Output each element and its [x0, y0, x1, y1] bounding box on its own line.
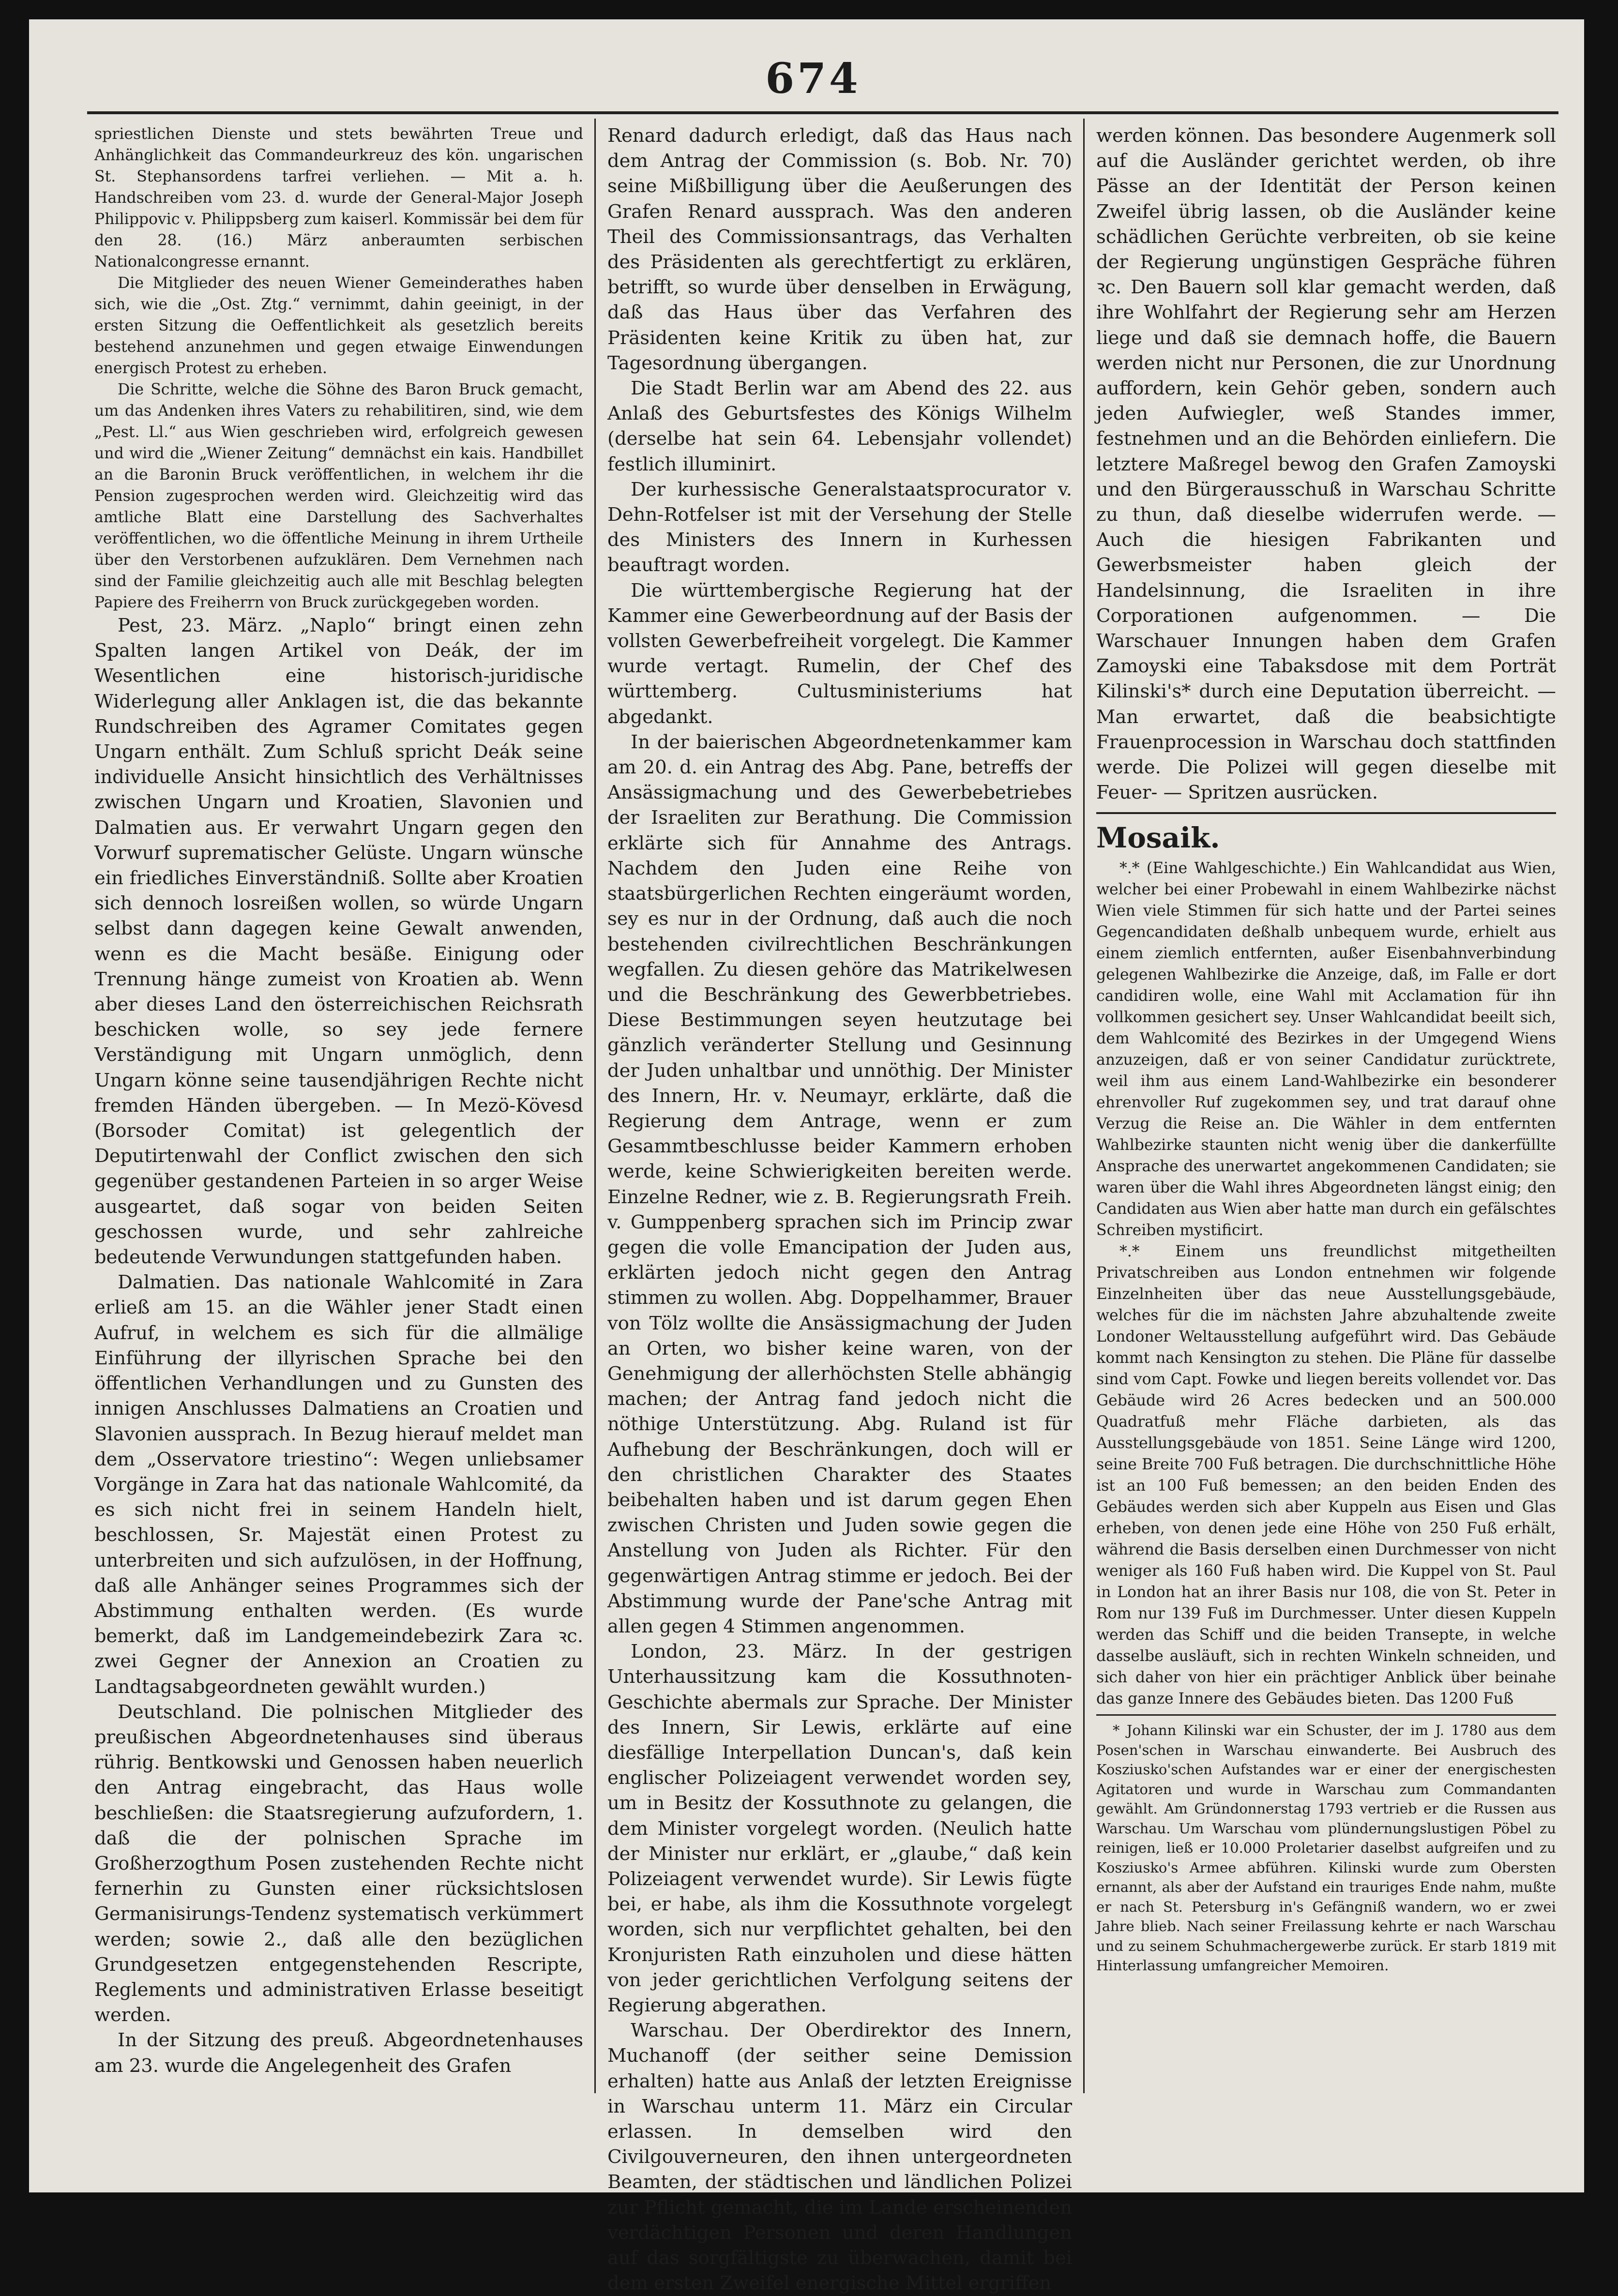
mosaik-heading: Mosaik. — [1096, 821, 1220, 855]
article-paragraph: In der baierischen Abgeordnetenkammer kam am 20. d. ein Antrag des Abg. Pane, betreffs der Ansässigmachung und des Gewerbebetriebes der Israeliten zur Berathung. Die Commission erklärte sich für Annahme des Antrags. Nachdem den Juden eine Reihe von staatsbürgerlichen Rechten eingeräumt worden, sey es nur in der Ordnung, daß auch die noch bestehenden civilrechtlichen Beschränkungen wegfallen. Zu diesen gehöre das Matrikelwesen und die Beschränkung des Gewerbbetriebes. Diese Bestimmungen seyen heutzutage bei gänzlich veränderter Stellung und Gesinnung der Juden unhaltbar und unnöthig. Der Minister des Innern, Hr. v. Neumayr, erklärte, daß die Regierung dem Antrage, wenn er zum Gesammtbeschlusse beider Kammern erhoben werde, keine Schwierigkeiten bereiten werde. Einzelne Redner, wie z. B. Regierungsrath Freih. v. Gumppenberg sprachen sich im Princip zwar gegen die volle Emancipation der Juden aus, erklärten jedoch nicht gegen den Antrag stimmen zu wollen. Abg. Doppelhammer, Brauer von Tölz wollte die Ansässigmachung der Juden an Orten, wo bisher keine waren, von der Genehmigung der allerhöchsten Stelle abhängig machen; der Antrag fand jedoch nicht die nöthige Unterstützung. Abg. Ruland ist für Aufhebung der Beschränkungen, doch will er den christlichen Charakter des Staates beibehalten haben und ist darum gegen Ehen zwischen Christen und Juden sowie gegen die Anstellung von Juden als Richter. Für den gegenwärtigen Antrag stimme er jedoch. Bei der Abstimmung wurde der Pane'sche Antrag mit allen gegen 4 Stimmen angenommen. — [607, 731, 1072, 1637]
article-paragraph-dalmatien: Dalmatien. Das nationale Wahlcomité in Zara erließ am 15. an die Wähler jener Stadt einen Aufruf, in welchem es sich für die allmälige Einführung der illyrischen Sprache bei den öffentlichen Verhandlungen und zu Gunsten des innigen Anschlusses Dalmatiens an Croatien und Slavonien aussprach. In Bezug hierauf meldet man dem „Osservatore triestino“: Wegen unliebsamer Vorgänge in Zara hat das nationale Wahlcomité, da es sich nicht frei in seinem Handeln hielt, beschlossen, Sr. Majestät einen Protest zu unterbreiten und sich aufzulösen, in der Hoffnung, daß alle Anhänger seines Programmes sich der Abstimmung enthalten werden. (Es wurde bemerkt, daß im Landgemeindebezirk Zara ꝛc. zwei Gegner der Annexion an Croatien zu Landtagsabgeordneten gewählt wurden.) — [94, 1271, 583, 1698]
column-3 — [1096, 123, 1556, 2093]
article-paragraph-warschau: Warschau. Der Oberdirektor des Innern, Muchanoff (der seither seine Demission erhalten) hatte aus Anlaß der letzten Ereignisse in Warschau unterm 11. März ein Circular erlassen. In demselben wird den Civilgouverneuren, den ihnen untergeordneten Beamten, der städtischen und ländlichen Polizei zur Pflicht gemacht, die im Lande erscheinenden verdächtigen Personen und deren Handlungen auf das sorgfältigste zu überwachen, damit bei dem ersten Zweifel energische Mittel ergriffen — [607, 2020, 1072, 2295]
mosaik-item: *.* Einem uns freundlichst mitgetheilten Privatschreiben aus London entnehmen wir folgende Einzelnheiten über das neue Ausstellungsgebäude, welches für die im nächsten Jahre abzuhaltende zweite Londoner Weltausstellung aufgeführt wird. Das Gebäude kommt nach Kensington zu stehen. Die Pläne für dasselbe sind vom Capt. Fowke und liegen bereits vollendet vor. Das Gebäude wird 26 Acres bedecken und an 500.000 Quadratfuß mehr Fläche darbieten, als das Ausstellungsgebäude von 1851. Seine Länge wird 1200, seine Breite 700 Fuß betragen. Die durchschnittliche Höhe ist an 100 Fuß bemessen; an den beiden Enden des Gebäudes werden sich aber Kuppeln aus Eisen und Glas erheben, von denen jede eine Höhe von 250 Fuß erhält, während die Basis derselben einen Durchmesser von nicht weniger als 160 Fuß haben wird. Die Kuppel von St. Paul in London hat an ihrer Basis nur 108, die von St. Peter in Rom nur 139 Fuß im Durchmesser. Unter diesen Kuppeln werden das Schiff und die beiden Transepte, in welche dasselbe ausläuft, sich in rechten Winkeln schneiden, und sich daher von hier ein prächtiger Anblick über beinahe das ganze Innere des Gebäudes bieten. Das 1200 Fuß — [1096, 1243, 1556, 1708]
article-paragraph: Der kurhessische Generalstaatsprocurator v. Dehn-Rotfelser ist mit der Versehung der Stelle des Ministers des Innern in Kurhessen beauftragt worden. — [607, 478, 1072, 576]
article-paragraph: Renard dadurch erledigt, daß das Haus nach dem Antrag der Commission (s. Bob. Nr. 70) seine Mißbilligung über die Aeußerungen des Grafen Renard aussprach. Was den anderen Theil des Commissionsantrags, das Verhalten des Präsidenten als gerechtfertigt zu erklären, betrifft, so wurde über denselben in Erwägung, daß das Haus über das Verfahren des Präsidenten keine Kritik zu üben hat, zur Tagesordnung übergangen. — [607, 125, 1072, 374]
top-rule — [87, 111, 1558, 114]
article-paragraph: Die Schritte, welche die Söhne des Baron Bruck gemacht, um das Andenken ihres Vaters zu rehabilitiren, sind, wie dem „Pest. Ll.“ aus Wien geschrieben wird, erfolgreich gewesen und wird die „Wiener Zeitung“ demnächst ein kais. Handbillet an die Baronin Bruck veröffentlichen, in welchem ihr die Pension zugesprochen werden wird. Gleichzeitig wird das amtliche Blatt eine Darstellung des Sachverhaltes veröffentlichen, wo die öffentliche Meinung in ihrem Urtheile über den Verstorbenen aufzuklären. Dem Vernehmen nach sind der Familie gleichzeitig auch alle mit Beschlag belegten Papiere des Freiherrn von Bruck zurückgegeben worden. — [94, 381, 583, 611]
footnote-rule — [1096, 1714, 1556, 1716]
newspaper-page — [29, 19, 1584, 2295]
article-paragraph-pest: Pest, 23. März. „Naplo“ bringt einen zehn Spalten langen Artikel von Deák, der im Wesentlichen eine historisch-juridische Widerlegung aller Anklagen ist, die das bekannte Rundschreiben des Agramer Comitates gegen Ungarn enthält. Zum Schluß spricht Deák seine individuelle Ansicht hinsichtlich des Verhältnisses zwischen Ungarn und Kroatien, Slavonien und Dalmatien aus. Er verwahrt Ungarn gegen den Vorwurf suprematischer Gelüste. Ungarn wünsche ein friedliches Einverständniß. Sollte aber Kroatien sich dennoch losreißen wollen, so würde Ungarn selbst dann dagegen keine Gewalt anwenden, wenn es die Macht besäße. Einigung oder Trennung hänge zumeist von Kroatien ab. Wenn aber dieses Land den österreichischen Reichsrath beschicken wolle, so sey jede fernere Verständigung mit Ungarn unmöglich, denn Ungarn könne seine tausendjährigen Rechte nicht fremden Händen übergeben. — In Mezö-Kövesd (Borsoder Comitat) ist gelegentlich der Deputirtenwahl der Conflict zwischen den sich gegenüber gestandenen Parteien in so arger Weise ausgeartet, daß sogar von beiden Seiten geschossen wurde, und sehr zahlreiche bedeutende Verwundungen stattgefunden haben. — [94, 615, 583, 1269]
mosaik-item: *.* (Eine Wahlgeschichte.) Ein Wahlcandidat aus Wien, welcher bei einer Probewahl in einem Wahlbezirke nächst Wien viele Stimmen für sich hatte und der Partei seines Gegencandidaten deßhalb unbequem wurde, erhielt aus einem ziemlich entfernten, außer Eisenbahnverbindung gelegenen Wahlbezirke die Anzeige, daß, im Falle er dort candidiren wolle, eine Wahl mit Acclamation für ihn vollkommen gesichert sey. Unser Wahlcandidat beeilt sich, dem Wahlcomité des Bezirkes in der Umgegend Wiens anzuzeigen, daß er von seiner Candidatur zurücktrete, weil ihm aus einem Land-Wahlbezirke ein besonderer ehrenvoller Ruf zugekommen sey, und trat darauf ohne Verzug die Reise an. Die Wähler in dem entfernten Wahlbezirke staunten nicht wenig über die dankerfüllte Ansprache des unerwartet angekommenen Candidaten; sie waren über die Wahl ihres Abgeordneten längst einig; den Candidaten aus Wien aber hatte man durch ein gefälschtes Schreiben mystificirt. — [1096, 860, 1556, 1239]
page-number: 674 — [765, 54, 861, 103]
article-paragraph: spriestlichen Dienste und stets bewährten Treue und Anhänglichkeit das Commandeurkreuz des kön. ungarischen St. Stephansordens tarfrei verliehen. — Mit a. h. Handschreiben vom 23. d. wurde der General-Major Joseph Philippovic v. Philippsberg zum kaiserl. Kommissär bei dem für den 28. (16.) März anberaumten serbischen Nationalcongresse ernannt. — [94, 125, 583, 271]
article-paragraph: werden können. Das besondere Augenmerk soll auf die Ausländer gerichtet werden, ob ihre Pässe an der Identität der Person keinen Zweifel übrig lassen, ob die Ausländer keine schädlichen Gerüchte verbreiten, ob sie keine der Regierung ungünstigen Gespräche führen ꝛc. Den Bauern soll klar gemacht werden, daß ihre Wohlfahrt der Regierung sehr am Herzen liege und daß sie demnach hoffe, die Bauern werden nicht nur Personen, die zur Unordnung auffordern, kein Gehör geben, sondern auch jeden Aufwiegler, weß Standes immer, festnehmen und an die Behörden einliefern. Die letztere Maßregel bewog den Grafen Zamoyski und den Bürgerausschuß in Warschau Schritte zu thun, daß dieselbe widerrufen werde. — Auch die hiesigen Fabrikanten und Gewerbsmeister haben gleich der Handelsinnung, die Israeliten in ihre Corporationen aufgenommen. — Die Warschauer Innungen haben dem Grafen Zamoyski eine Tabaksdose mit dem Porträt Kilinski's* durch eine Deputation überreicht. — Man erwartet, daß die beabsichtigte Frauenprocession in Warschau doch stattfinden werde. Die Polizei will gegen dieselbe mit Feuer- — Spritzen ausrücken. — [1096, 125, 1556, 804]
article-paragraph: In der Sitzung des preuß. Abgeordnetenhauses am 23. wurde die Angelegenheit des Grafen — [94, 2029, 583, 2077]
article-paragraph-london: London, 23. März. In der gestrigen Unterhaussitzung kam die Kossuthnoten-Geschichte abermals zur Sprache. Der Minister des Innern, Sir Lewis, erklärte auf eine diesfällige Interpellation Duncan's, daß kein englischer Polizeiagent verwendet worden sey, um in Besitz der Kossuthnote zu gelangen, die dem Minister vorgelegt worden. (Neulich hatte der Minister nur erklärt, er „glaube,“ daß kein Polizeiagent verwendet wurde). Sir Lewis fügte bei, er habe, als ihm die Kossuthnote vorgelegt worden, sich nur verpflichtet gehalten, bei den Kronjuristen Rath einzuholen und diese hätten von jeder gerichtlichen Verfolgung seitens der Regierung abgerathen. — [607, 1641, 1072, 2017]
article-paragraph: Die Stadt Berlin war am Abend des 22. aus Anlaß des Geburtsfestes des Königs Wilhelm (derselbe hat sein 64. Lebensjahr vollendet) festlich illuminirt. — [607, 378, 1072, 475]
column-1 — [94, 123, 583, 2093]
column-2 — [607, 123, 1072, 2295]
article-paragraph: Die Mitglieder des neuen Wiener Gemeinderathes haben sich, wie die „Ost. Ztg.“ vernimmt, dahin geeinigt, in der ersten Sitzung die Oeffentlichkeit als gesetzlich bereits bestehend anzunehmen und gegen etwaige Einwendungen energisch Protest zu erheben. — [94, 274, 583, 377]
article-paragraph: Die württembergische Regierung hat der Kammer eine Gewerbeordnung auf der Basis der vollsten Gewerbefreiheit vorgelegt. Die Kammer wurde vertagt. Rumelin, der Chef des württemberg. Cultusministeriums hat abgedankt. — [607, 579, 1072, 728]
section-rule — [1096, 812, 1556, 814]
article-paragraph-deutschland: Deutschland. Die polnischen Mitglieder des preußischen Abgeordnetenhauses sind überaus rührig. Bentkowski und Genossen haben neuerlich den Antrag eingebracht, das Haus wolle beschließen: die Staatsregierung aufzufordern, 1. daß die der polnischen Sprache im Großherzogthum Posen zustehenden Rechte nicht fernerhin zu Gunsten einer rücksichtslosen Germanisirungs-Tendenz systematisch verkümmert werden; sowie 2., daß alle den bezüglichen Grundgesetzen entgegenstehenden Rescripte, Reglements und administrativen Erlasse beseitigt werden. — [94, 1701, 583, 2026]
column-divider-1 — [594, 119, 596, 2093]
column-divider-2 — [1083, 119, 1085, 2093]
footnote: * Johann Kilinski war ein Schuster, der im J. 1780 aus dem Posen'schen in Warschau einwanderte. Bei Ausbruch des Kosziusko'schen Aufstandes war er einer der energischesten Agitatoren und wurde in Warschau zum Commandanten gewählt. Am Gründonnerstag 1793 vertrieb er die Russen aus Warschau. Um Warschau vom plündernungslustigen Pöbel zu reinigen, ließ er 10.000 Proletarier daselbst aufgreifen und zu Kosziusko's Armee abführen. Kilinski wurde zum Obersten ernannt, als aber der Aufstand ein trauriges Ende nahm, mußte er nach St. Petersburg in's Gefängniß wandern, wo er zwei Jahre blieb. Nach seiner Freilassung kehrte er nach Warschau und zu seinem Schuhmachergewerbe zurück. Er starb 1819 mit Hinterlassung umfangreicher Memoiren. — [1096, 1722, 1556, 1974]
